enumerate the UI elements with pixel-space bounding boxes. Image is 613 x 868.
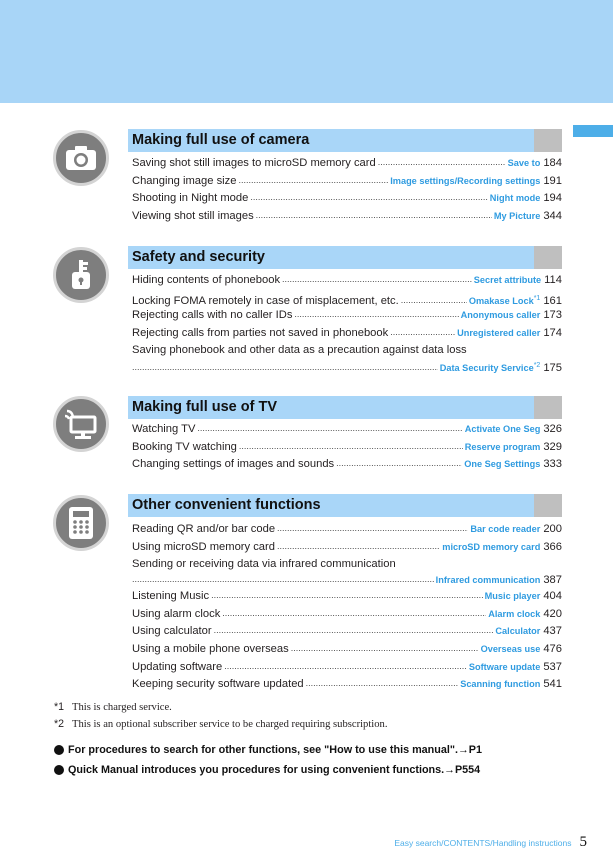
function-name[interactable]: Infrared communication	[435, 575, 541, 586]
list-item[interactable]	[132, 556, 562, 588]
section-title: Making full use of camera	[132, 132, 310, 148]
list-item[interactable]	[132, 521, 562, 539]
item-description: Viewing shot still images	[132, 209, 254, 222]
list-item[interactable]	[132, 208, 562, 226]
list-item[interactable]	[132, 421, 562, 439]
list-item[interactable]	[132, 539, 562, 557]
list-item[interactable]	[132, 456, 562, 474]
list-item[interactable]	[132, 659, 562, 677]
list-item[interactable]	[132, 623, 562, 641]
page-number: 173	[543, 309, 562, 322]
note-text: Quick Manual introduces you procedures for using convenient functions.→P554	[68, 764, 481, 776]
list-item[interactable]	[132, 588, 562, 606]
function-name[interactable]: Anonymous caller	[460, 310, 541, 321]
item-description: Updating software	[132, 660, 223, 673]
item-description: Listening Music	[132, 590, 210, 603]
notes	[54, 740, 482, 780]
page-number: 420	[543, 607, 562, 620]
footnote-mark: *2	[54, 718, 65, 730]
page-number: 329	[543, 440, 562, 453]
item-description: Changing settings of images and sounds	[132, 458, 335, 471]
section-header	[128, 246, 562, 269]
footnote-marker: *1	[533, 294, 541, 302]
page-number: 387	[543, 574, 562, 587]
footnote	[54, 716, 387, 733]
list-item[interactable]	[132, 190, 562, 208]
function-name[interactable]: Unregistered caller	[457, 327, 541, 338]
note[interactable]	[54, 740, 482, 760]
page-number: 344	[543, 209, 562, 222]
item-description: Saving phonebook and other data as a precaution against data loss	[132, 344, 467, 357]
item-description: Rejecting calls with no caller IDs	[132, 309, 293, 322]
item-description: Watching TV	[132, 423, 196, 435]
top-banner	[0, 0, 613, 103]
page-number: 541	[543, 678, 562, 691]
page-number: 366	[543, 540, 562, 553]
page-number: 537	[543, 660, 562, 673]
function-name[interactable]: Activate One Seg	[464, 424, 541, 434]
section-title: Making full use of TV	[132, 399, 278, 415]
page-number: 437	[543, 625, 562, 638]
list-item[interactable]	[132, 439, 562, 457]
item-description: Rejecting calls from parties not saved in phonebook	[132, 326, 389, 339]
function-name[interactable]: Reserve program	[464, 441, 541, 452]
page-number: 333	[543, 458, 562, 471]
function-name[interactable]: Secret attribute	[473, 275, 542, 285]
tv-icon	[53, 396, 109, 452]
list-item[interactable]	[132, 155, 562, 173]
item-description: Using calculator	[132, 625, 212, 638]
list-item[interactable]	[132, 290, 562, 308]
footnote	[54, 699, 387, 716]
footnote-marker: *2	[533, 362, 541, 370]
page-number: 194	[543, 192, 562, 205]
function-name[interactable]: Calculator	[495, 626, 541, 637]
item-description: Using alarm clock	[132, 607, 221, 620]
page-number-footer: 5	[579, 834, 587, 850]
list-item[interactable]	[132, 173, 562, 191]
section-header	[128, 494, 562, 517]
function-name[interactable]: Data Security Service$^{*2}$	[439, 362, 541, 374]
list-item[interactable]	[132, 641, 562, 659]
function-name[interactable]: Save to	[507, 158, 541, 168]
function-name[interactable]: Bar code reader	[470, 524, 541, 534]
list-item[interactable]	[132, 325, 562, 343]
footnote-text: This is charged service.	[72, 702, 172, 713]
footnote-mark: *1	[54, 701, 65, 713]
note-text: For procedures to search for other functions, see "How to use this manual".→P1	[68, 744, 482, 756]
item-description: Hiding contents of phonebook	[132, 274, 281, 286]
item-description: Saving shot still images to microSD memory card	[132, 157, 376, 169]
item-description: Sending or receiving data via infrared communication	[132, 558, 396, 571]
page-number: 175	[543, 362, 562, 375]
item-description: Reading QR and/or bar code	[132, 523, 276, 535]
item-description: Locking FOMA remotely in case of misplacement, etc.	[132, 294, 399, 307]
item-description: Shooting in Night mode	[132, 192, 249, 205]
function-name[interactable]: Omakase Lock$^{*1}$	[468, 294, 541, 306]
page-number: 326	[543, 423, 562, 435]
calculator-icon	[53, 495, 109, 551]
function-name[interactable]: One Seg Settings	[464, 459, 541, 470]
key-icon	[53, 247, 109, 303]
bullet-icon	[54, 765, 64, 775]
item-description: Changing image size	[132, 174, 237, 187]
function-name[interactable]: microSD memory card	[442, 541, 541, 552]
item-description: Booking TV watching	[132, 440, 237, 453]
list-item[interactable]	[132, 342, 562, 374]
function-name[interactable]: Music player	[484, 591, 541, 602]
footnotes	[54, 699, 387, 733]
list-item[interactable]	[132, 676, 562, 694]
list-item[interactable]	[132, 272, 562, 290]
function-name[interactable]: Alarm clock	[488, 608, 541, 619]
function-name[interactable]: Software update	[468, 661, 541, 672]
footnote-text: This is an optional subscriber service to be charged requiring subscription.	[72, 719, 388, 730]
page-number: 476	[543, 642, 562, 655]
section-header	[128, 396, 562, 419]
page-number: 161	[543, 294, 562, 307]
page-number: 184	[543, 157, 562, 169]
page-number: 174	[543, 326, 562, 339]
function-name[interactable]: Image settings/Recording settings	[390, 175, 541, 186]
index-tab	[573, 125, 613, 137]
page-footer	[394, 834, 587, 851]
function-name[interactable]: Overseas use	[480, 643, 541, 654]
list-item[interactable]	[132, 307, 562, 325]
page-number: 191	[543, 174, 562, 187]
function-name[interactable]: My Picture	[493, 210, 541, 221]
function-name[interactable]: Scanning function	[460, 679, 541, 690]
bullet-icon	[54, 745, 64, 755]
page-number: 200	[543, 523, 562, 535]
section-title: Safety and security	[132, 249, 265, 265]
page-number: 114	[544, 274, 562, 286]
item-description: Using a mobile phone overseas	[132, 642, 289, 655]
page-number: 404	[543, 590, 562, 603]
item-description: Keeping security software updated	[132, 678, 304, 691]
footer-text: Easy search/CONTENTS/Handling instructions	[394, 838, 572, 848]
item-description: Using microSD memory card	[132, 540, 275, 553]
section-header	[128, 129, 562, 152]
function-name[interactable]: Night mode	[489, 193, 541, 204]
note[interactable]	[54, 760, 482, 780]
list-item[interactable]	[132, 606, 562, 624]
section-title: Other convenient functions	[132, 497, 321, 513]
camera-icon	[53, 130, 109, 186]
